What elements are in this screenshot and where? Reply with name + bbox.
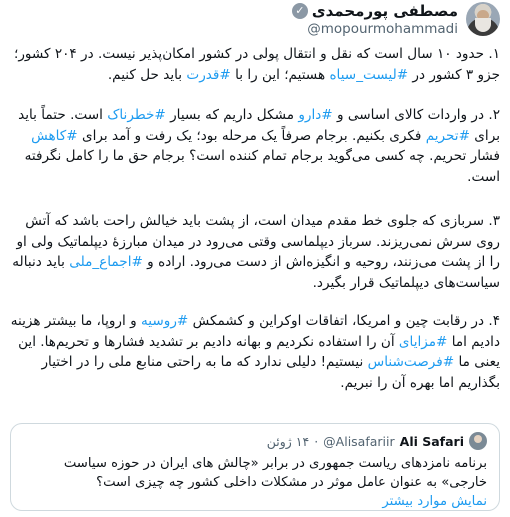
paragraph-4 [10,311,500,393]
quoted-tweet-date[interactable]: ۱۴ ژوئن [266,433,310,449]
hashtag-link[interactable]: #خطرناک [107,107,166,123]
hashtag-link[interactable]: #کاهش [31,127,78,144]
quoted-tweet-header [23,432,487,450]
paragraph-text: باید حل کنیم. [107,66,187,83]
paragraph-2 [10,105,500,187]
paragraph-text: ۱. حدود ۱۰ سال است که نقل و انتقال پولی در کشور امکان‌پذیر نیست. در ۲۰۴ کشور؛ جزو ۳ کشور در [14,46,500,83]
paragraph-text: آن را استفاده نکردیم و بهانه دادیم بر تشدید فشارها و تحریم‌ها. این یعنی ما [18,333,500,370]
hashtag-link[interactable]: #دارو [298,107,333,123]
author-name[interactable]: مصطفی پورمحمدی [311,2,458,20]
paragraph-text: است. حتماً باید برای [18,107,500,144]
quoted-author-name[interactable]: Ali Safari [399,433,464,449]
author-info [292,2,458,37]
author-avatar[interactable] [466,2,500,36]
hashtag-link[interactable]: #مزایای [398,333,448,350]
hashtag-link[interactable]: #قدرت [186,66,231,83]
paragraph-text: هستیم؛ این را با [230,66,330,83]
paragraph-text: مشکل داریم که بسیار [165,107,299,123]
paragraph-3 [10,211,500,293]
quoted-author-avatar[interactable] [469,432,487,450]
author-handle[interactable]: @mopourmohammadi [307,21,458,37]
verified-badge-icon: ✓ [292,3,308,19]
hashtag-link[interactable]: #روسیه [140,313,189,329]
paragraph-text: و اروپا، ما بیشتر هزینه دادیم اما [10,313,500,350]
paragraph-text: ۳. سربازی که جلوی خط مقدم میدان است، از پشت باید خیالش راحت باشد که آتش روی سرش نمی‌ریزند. سرباز دیپلماسی وقتی می‌رود در میدان مبارزهٔ دیپلماتیک ولی او را از پشت می‌زنند، روحیه و انگیزه‌اش از دست می‌رود. اراده و [16,213,500,270]
hashtag-link[interactable]: #لیست_سیاه [329,66,409,83]
paragraph-text: باید دنباله سیاست‌های دیپلماتیک قرار بگیرد. [12,254,500,291]
tweet-body [10,44,500,405]
hashtag-link[interactable]: #فرصت‌شناس [367,354,455,370]
paragraph-text: ۴. در رقابت چین و امریکا، اتفاقات اوکراین و کشمکش [188,313,500,329]
paragraph-text: ۲. در واردات کالای اساسی و [332,107,500,123]
paragraph-text: فشار تحریم. چه کسی می‌گوید برجام تمام کننده است؟ برجام حق ما را کامل نگرفته است. [24,148,500,185]
separator-dot: · [314,433,319,449]
quoted-tweet-text: برنامه نامزدهای ریاست جمهوری در برابر «چالش های ایران در حوزه سیاست خارجی» به عنوان عامل موثر در مشکلات داخلی کشور چه چیزی است؟ [63,456,487,490]
hashtag-link[interactable]: #تحریم [425,127,470,144]
quoted-tweet[interactable] [10,423,500,511]
paragraph-text: فکری بکنیم. برجام صرفاً یک مرحله بود؛ یک رفت و آمد برای [77,127,426,144]
show-more-link[interactable]: نمایش موارد بیشتر [382,494,487,509]
author-name-row [292,2,458,20]
avatar-beard [475,18,491,32]
quoted-author-handle[interactable]: @Alisafariir [323,433,395,449]
hashtag-link[interactable]: #اجماع_ملی [69,254,143,270]
paragraph-text: نیستیم! دلیلی ندارد که ما به راحتی منابع ملی را در اختیار بگذاریم اما بهره آن را نبریم. [41,354,500,391]
paragraph-1 [10,44,500,85]
tweet-header [0,0,510,42]
